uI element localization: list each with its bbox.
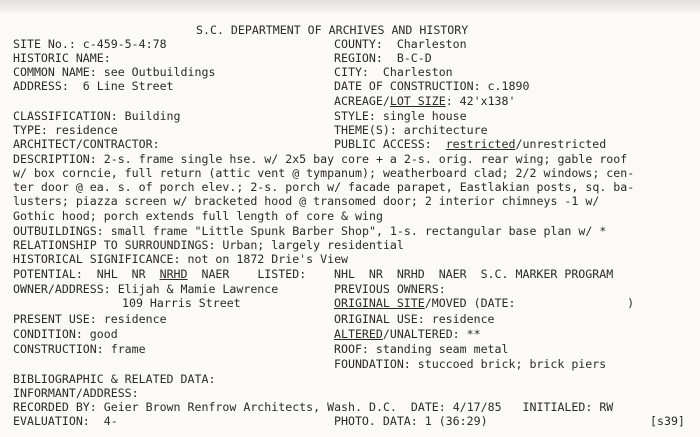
listed-options: NHL NR NRHD NAER S.C. MARKER PROGRAM [334, 267, 614, 281]
public-access: PUBLIC ACCESS: restricted/unrestricted [334, 137, 607, 151]
region: REGION: B-C-D [334, 51, 432, 65]
altered-underlined: ALTERED [334, 327, 383, 341]
original-site-underlined: ORIGINAL SITE [334, 296, 425, 310]
description-line: Gothic hood; porch extends full length of core & wing [13, 209, 383, 223]
page-reference: [s39] [650, 414, 685, 428]
evaluation: EVALUATION: 4- [13, 414, 118, 428]
acreage-lot-size: ACREAGE/LOT SIZE: 42'x138' [334, 94, 516, 108]
historic-name: HISTORIC NAME: [13, 51, 111, 65]
informant-address: INFORMANT/ADDRESS: [13, 386, 139, 400]
historical-significance: HISTORICAL SIGNIFICANCE: not on 1872 Drie's View [13, 252, 349, 266]
description-line: DESCRIPTION: 2-s. frame single hse. w/ 2x5 bay core + a 2-s. orig. rear wing; gable roof [13, 152, 628, 166]
description-line: lusters; piazza screen w/ bracketed hood @ transomed door; 2 interior chimneys -1 w/ [13, 194, 600, 208]
recorded-by: RECORDED BY: Geier Brown Renfrow Architects, Wash. D.C. DATE: 4/17/85 INITIALED: RW [13, 400, 614, 414]
date-of-construction: DATE OF CONSTRUCTION: c.1890 [334, 79, 530, 93]
owner-address: OWNER/ADDRESS: Elijah & Mamie Lawrence [13, 282, 279, 296]
scan-edge [0, 0, 700, 13]
type: TYPE: residence [13, 123, 118, 137]
previous-owners: PREVIOUS OWNERS: [334, 282, 446, 296]
description-line: w/ box corncie, full return (attic vent @ tympanum); weatherboard clad; 2/2 windows; cen- [13, 166, 635, 180]
address: ADDRESS: 6 Line Street [13, 79, 174, 93]
site-number: SITE No.: c-459-5-4:78 [13, 37, 167, 51]
description-line: ter door @ ea. s. of porch elev.; 2-s. porch w/ facade parapet, Eastlakian posts, sq. ba- [13, 180, 635, 194]
restricted-underlined: restricted [445, 137, 516, 151]
lot-size-underlined: LOT SIZE [389, 94, 446, 108]
original-use: ORIGINAL USE: residence [334, 312, 495, 326]
agency-header: S.C. DEPARTMENT OF ARCHIVES AND HISTORY [196, 23, 469, 37]
style: STYLE: single house [334, 109, 467, 123]
city: CITY: Charleston [334, 65, 453, 79]
architect-contractor: ARCHITECT/CONTRACTOR: [13, 137, 160, 151]
present-use: PRESENT USE: residence [13, 312, 167, 326]
altered-status: ALTERED/UNALTERED: ** [334, 327, 481, 341]
relationship-to-surroundings: RELATIONSHIP TO SURROUNDINGS: Urban; largely residential [13, 238, 404, 252]
original-site-moved: ORIGINAL SITE/MOVED (DATE: ) [334, 296, 635, 310]
outbuildings: OUTBUILDINGS: small frame "Little Spunk Barber Shop", 1-s. rectangular base plan w/ * [13, 224, 607, 238]
condition: CONDITION: good [13, 327, 118, 341]
classification: CLASSIFICATION: Building [13, 109, 181, 123]
roof: ROOF: standing seam metal [334, 342, 509, 356]
common-name: COMMON NAME: see Outbuildings [13, 65, 216, 79]
bibliographic-data: BIBLIOGRAPHIC & RELATED DATA: [13, 372, 216, 386]
nrhd-underlined: NRHD [159, 267, 188, 281]
owner-street: 109 Harris Street [122, 296, 241, 310]
themes: THEME(S): architecture [334, 123, 488, 137]
photo-data: PHOTO. DATA: 1 (36:29) [334, 414, 488, 428]
county: COUNTY: Charleston [334, 37, 467, 51]
potential-listing: POTENTIAL: NHL NR NRHD NAER LISTED: [13, 267, 307, 281]
foundation: FOUNDATION: stuccoed brick; brick piers [334, 357, 607, 371]
construction: CONSTRUCTION: frame [13, 342, 146, 356]
